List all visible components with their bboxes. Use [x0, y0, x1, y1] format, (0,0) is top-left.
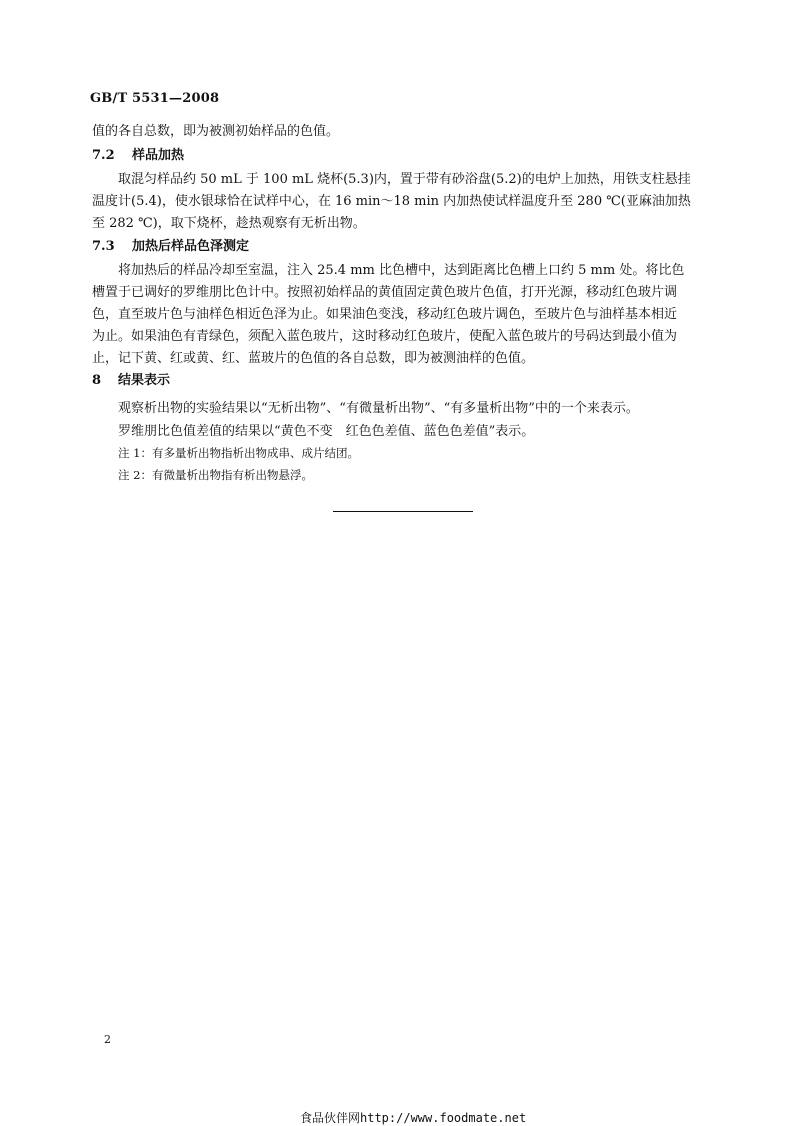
section-title: 样品加热 — [132, 148, 185, 163]
section-number: 7.3 — [92, 239, 115, 254]
paragraph-line: 槽置于已调好的罗维朋比色计中。按照初始样品的黄值固定黄色玻片色值，打开光源，移动红色玻片调 — [92, 285, 678, 300]
section-7-2-heading — [92, 145, 184, 167]
paragraph-line: 为止。如果油色有青绿色，须配入蓝色玻片，这时移动红色玻片，使配入蓝色玻片的号码达到最小值为 — [92, 329, 678, 344]
end-rule — [333, 511, 473, 512]
section-title: 结果表示 — [118, 373, 171, 388]
section-8-heading — [92, 370, 170, 392]
note-2: 注 2：有微量析出物指有析出物悬浮。 — [118, 468, 313, 482]
page-number: 2 — [104, 1033, 111, 1046]
section-7-3-heading — [92, 236, 249, 258]
section-title: 加热后样品色泽测定 — [132, 239, 250, 254]
paragraph-line: 将加热后的样品冷却至室温，注入 25.4 mm 比色槽中，达到距离比色槽上口约 5 mm 处。将比色 — [118, 263, 685, 278]
paragraph-line: 温度计(5.4)，使水银球恰在试样中心，在 16 min～18 min 内加热使试样温度升至 280 ℃(亚麻油加热 — [92, 194, 691, 209]
section-number: 8 — [92, 373, 102, 388]
note-1: 注 1：有多量析出物指析出物成串、成片结团。 — [118, 446, 359, 460]
paragraph-line: 色，直至玻片色与油样色相近色泽为止。如果油色变浅，移动红色玻片调色，至玻片色与油样基本相近 — [92, 307, 678, 322]
section-number: 7.2 — [92, 148, 115, 163]
paragraph-line: 取混匀样品约 50 mL 于 100 mL 烧杯(5.3)内，置于带有砂浴盘(5.2)的电炉上加热，用铁支柱悬挂 — [118, 172, 691, 187]
paragraph-line: 罗维朋比色值差值的结果以“黄色不变 红色色差值、蓝色色差值”表示。 — [118, 424, 535, 439]
paragraph-line: 至 282 ℃)，取下烧杯，趁热观察有无析出物。 — [92, 216, 366, 231]
paragraph-line: 观察析出物的实验结果以“无析出物”、“有微量析出物”、“有多量析出物”中的一个来表示。 — [118, 401, 639, 416]
continuation-text: 值的各自总数，即为被测初始样品的色值。 — [92, 124, 340, 139]
footer-source: 食品伙伴网http://www.foodmate.net — [300, 1111, 527, 1125]
standard-code: GB/T 5531—2008 — [90, 91, 220, 106]
paragraph-line: 止，记下黄、红或黄、红、蓝玻片的色值的各自总数，即为被测油样的色值。 — [92, 351, 535, 366]
